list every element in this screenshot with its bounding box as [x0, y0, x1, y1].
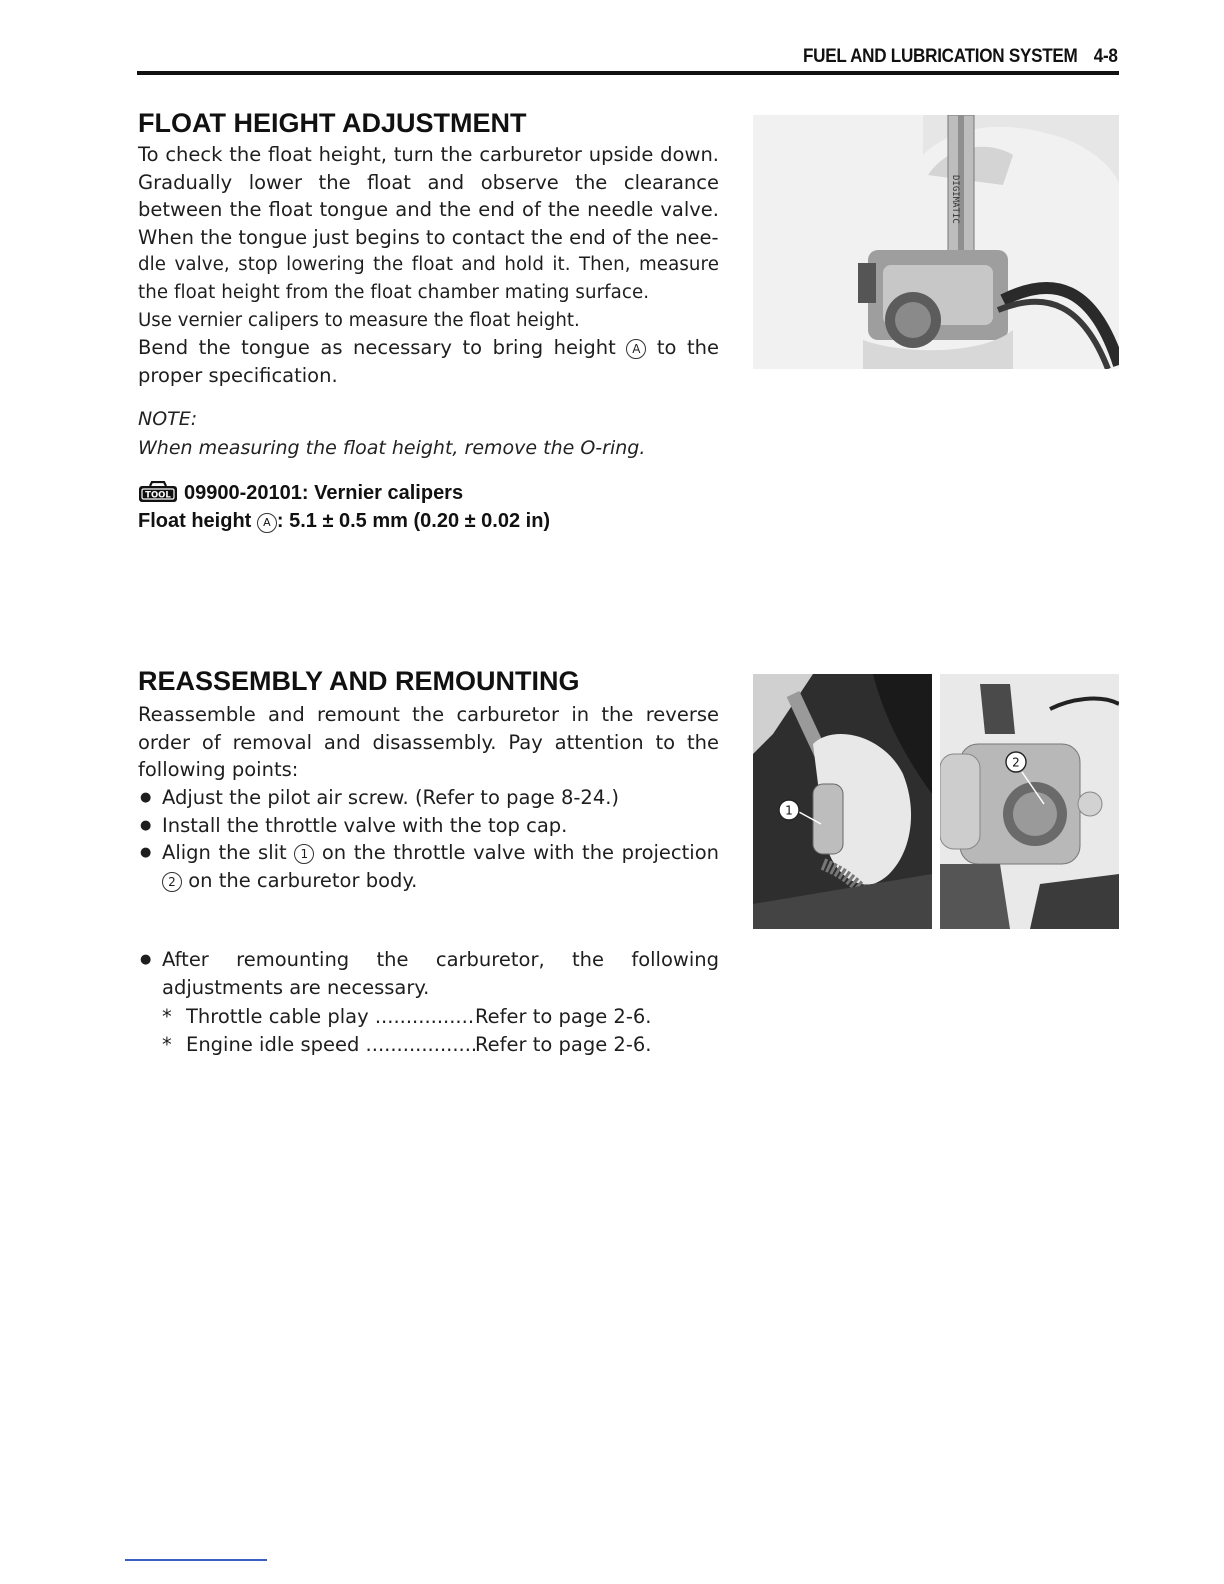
float-spec-value: : 5.1 ± 0.5 mm (0.20 ± 0.02 in): [276, 510, 551, 532]
para3-pre: Bend the tongue as necessary to bring height: [138, 336, 616, 360]
float-height-photo: [753, 115, 1119, 369]
float-spec-label: Float height: [138, 510, 252, 532]
bullet3-part-c: on the carburetor body.: [188, 868, 418, 892]
adjustment-star: *: [162, 1005, 172, 1029]
adjustment-list: [162, 1003, 719, 1058]
reassembly-intro: [138, 701, 719, 784]
float-height-para1: To check the float height, turn the carburetor upside down. Gradually lower the float and observe the clearance between the float tongue and the end of the needle valve. When the tongue just begins to contact the end of the nee-: [138, 143, 719, 249]
float-height-body: [138, 141, 719, 389]
note-block: [138, 405, 738, 463]
remount-bullets: [138, 946, 719, 1058]
throttle-valve-photo: [753, 674, 932, 929]
svg-text:TOOL: TOOL: [145, 490, 171, 501]
reassembly-bullets: [138, 784, 719, 894]
mark-a-callout: A: [626, 339, 646, 359]
float-height-para3: [138, 334, 719, 389]
tool-spec-text: 09900-20101: Vernier calipers: [184, 482, 464, 504]
adjustment-label: Throttle cable play .....: [186, 1003, 475, 1031]
bullet-throttle-valve: ● Install the throttle valve with the top cap.: [138, 812, 719, 840]
float-height-spec: [138, 507, 550, 535]
tool-spec-line: [138, 479, 463, 507]
footer-rule: [125, 1559, 267, 1561]
bullet-adjustments: [138, 946, 719, 1058]
adjustment-ref: Refer to page 2-6.: [475, 1005, 652, 1029]
caliper-text: DIGIMATIC: [950, 175, 960, 224]
carburetor-body-photo: [940, 674, 1119, 929]
photo-callout-1: 1: [785, 803, 793, 818]
running-header: [803, 46, 1118, 68]
slit-callout-1: 1: [294, 844, 314, 864]
header-rule: [137, 71, 1119, 75]
adjustment-row: [162, 1003, 719, 1031]
adjustment-label: Engine idle speed .....: [186, 1031, 475, 1059]
bullet-align-slit: [138, 839, 719, 894]
adjustment-star: *: [162, 1032, 172, 1056]
bullet-adjustments-text: ● After remounting the carburetor, the following adjustments are necessary.: [162, 948, 719, 999]
page-number: 4-8: [1094, 46, 1118, 67]
tool-icon: [138, 481, 178, 503]
float-height-photo-art: [753, 115, 1119, 369]
adjustment-ref: Refer to page 2-6.: [475, 1032, 652, 1056]
float-height-para2: Use vernier calipers to measure the float height.: [138, 309, 580, 331]
photo-callout-2: 2: [1012, 755, 1020, 770]
float-height-heading: FLOAT HEIGHT ADJUSTMENT: [138, 108, 527, 138]
para3-post: to the proper specification.: [138, 336, 720, 387]
float-spec-mark: A: [257, 513, 277, 533]
reassembly-heading: REASSEMBLY AND REMOUNTING: [138, 666, 580, 696]
reassembly-intro-text: Reassemble and remount the carburetor in the reverse order of removal and disassembly. Pay attention to the following points:: [138, 703, 719, 782]
bullet-pilot-air-screw: ● Adjust the pilot air screw. (Refer to page 8-24.): [138, 784, 719, 812]
throttle-valve-photo-art: [753, 674, 932, 929]
note-text: When measuring the float height, remove the O-ring.: [138, 437, 646, 459]
note-label: NOTE:: [138, 408, 198, 430]
float-height-para1b: dle valve, stop lowering the float and hold it. Then, measure the float height from the float chamber mating surface.: [138, 254, 719, 303]
header-section-title: FUEL AND LUBRICATION SYSTEM: [803, 46, 1078, 67]
bullet3-part-b: on the throttle valve with the projection: [321, 841, 720, 865]
bullet3-part-a: Align the slit: [162, 841, 287, 865]
projection-callout-2: 2: [162, 872, 182, 892]
carburetor-body-photo-art: [940, 674, 1119, 929]
adjustment-row: [162, 1031, 719, 1059]
